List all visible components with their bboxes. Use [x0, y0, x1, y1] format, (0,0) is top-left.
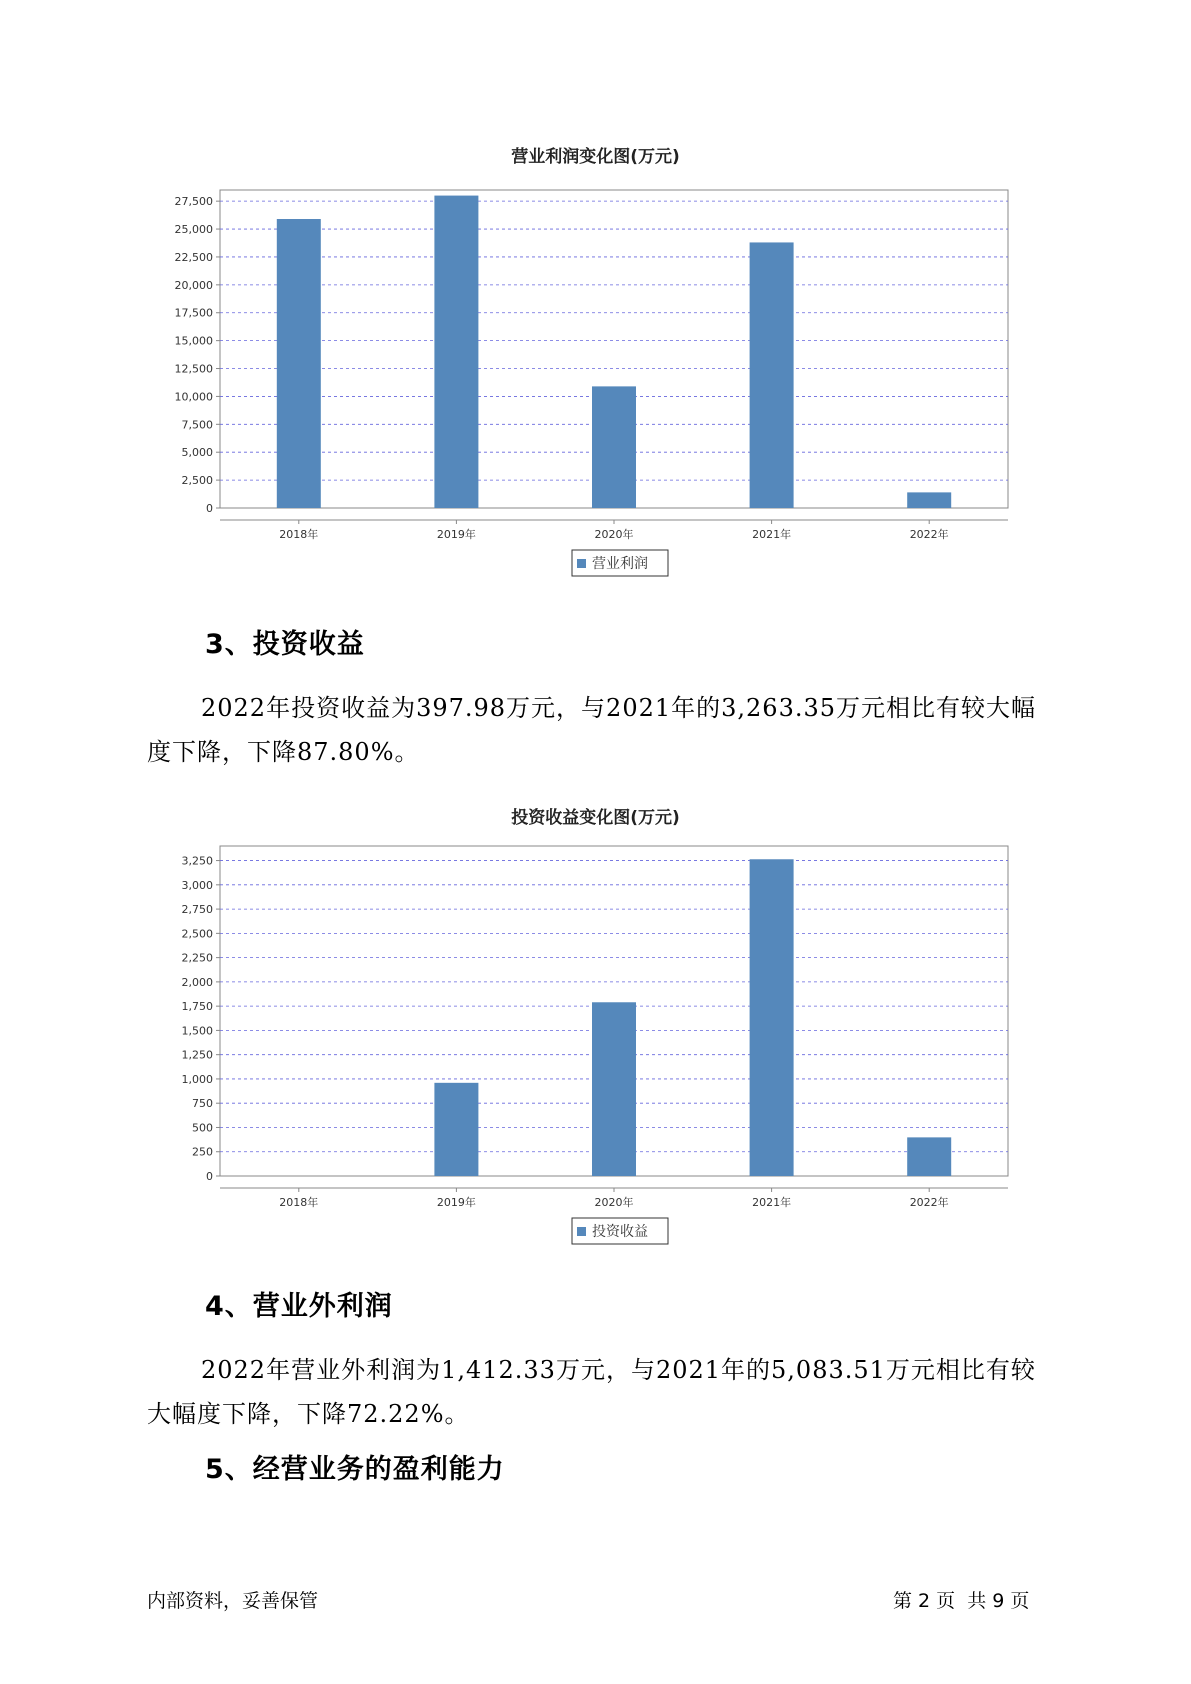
y-tick-label: 3,000 — [181, 878, 213, 892]
legend-label: 投资收益 — [592, 1224, 648, 1240]
bar — [750, 859, 794, 1176]
y-tick-label: 1,500 — [181, 1024, 213, 1038]
y-tick-label: 22,500 — [174, 250, 213, 264]
y-tick-label: 7,500 — [181, 418, 213, 432]
legend-swatch — [577, 1227, 586, 1236]
x-tick-label: 2018年 — [279, 1196, 319, 1209]
x-tick-label: 2020年 — [594, 1196, 634, 1209]
legend-swatch — [577, 559, 586, 568]
y-tick-label: 1,250 — [181, 1048, 213, 1062]
y-tick-label: 2,000 — [181, 975, 213, 989]
y-tick-label: 750 — [192, 1097, 213, 1111]
x-tick-label: 2018年 — [279, 528, 319, 541]
x-tick-label: 2019年 — [436, 528, 476, 541]
footer-page-number: 第 2 页 共 9 页 — [893, 1590, 1030, 1612]
paragraph-non-operating-profit: 2022年营业外利润为1,412.33万元，与2021年的5,083.51万元相比有较大幅度下降，下降72.22%。 — [147, 1356, 1036, 1428]
x-tick-label: 2022年 — [909, 1196, 949, 1209]
footer-confidential-note: 内部资料，妥善保管 — [147, 1590, 319, 1612]
chart-investment-income — [0, 820, 1191, 1260]
y-tick-label: 20,000 — [174, 278, 213, 292]
x-tick-label: 2021年 — [752, 1196, 792, 1209]
y-tick-label: 250 — [192, 1145, 213, 1159]
paragraph-investment-income: 2022年投资收益为397.98万元，与2021年的3,263.35万元相比有较大幅度下降，下降87.80%。 — [147, 694, 1037, 766]
heading-non-operating-profit: 4、营业外利润 — [205, 1291, 393, 1322]
x-tick-label: 2020年 — [594, 528, 634, 541]
chart-operating-profit — [0, 160, 1191, 600]
y-tick-label: 1,000 — [181, 1072, 213, 1086]
bar — [592, 1002, 636, 1176]
bar — [750, 242, 794, 508]
bar — [907, 492, 951, 508]
bar — [277, 219, 321, 508]
x-tick-label: 2021年 — [752, 528, 792, 541]
bar — [907, 1137, 951, 1176]
y-tick-label: 25,000 — [174, 223, 213, 237]
x-tick-label: 2019年 — [436, 1196, 476, 1209]
heading-investment-income: 3、投资收益 — [205, 629, 365, 660]
y-tick-label: 15,000 — [174, 334, 213, 348]
y-tick-label: 5,000 — [181, 446, 213, 460]
y-tick-label: 0 — [206, 502, 213, 515]
y-tick-label: 2,250 — [181, 951, 213, 965]
chart-title-operating-profit: 营业利润变化图(万元) — [511, 147, 680, 167]
y-tick-label: 500 — [192, 1121, 213, 1135]
heading-business-profitability: 5、经营业务的盈利能力 — [205, 1454, 505, 1485]
bar — [434, 1083, 478, 1176]
y-tick-label: 3,250 — [181, 854, 213, 868]
y-tick-label: 2,750 — [181, 903, 213, 917]
y-tick-label: 27,500 — [174, 195, 213, 209]
bar — [434, 196, 478, 508]
x-tick-label: 2022年 — [909, 528, 949, 541]
y-tick-label: 2,500 — [181, 474, 213, 488]
chart-title-investment-income: 投资收益变化图(万元) — [511, 808, 680, 828]
y-tick-label: 1,750 — [181, 1000, 213, 1014]
y-tick-label: 0 — [206, 1170, 213, 1183]
legend-label: 营业利润 — [592, 556, 648, 572]
y-tick-label: 17,500 — [174, 306, 213, 320]
bar — [592, 386, 636, 508]
y-tick-label: 10,000 — [174, 390, 213, 404]
y-tick-label: 2,500 — [181, 927, 213, 941]
y-tick-label: 12,500 — [174, 362, 213, 376]
